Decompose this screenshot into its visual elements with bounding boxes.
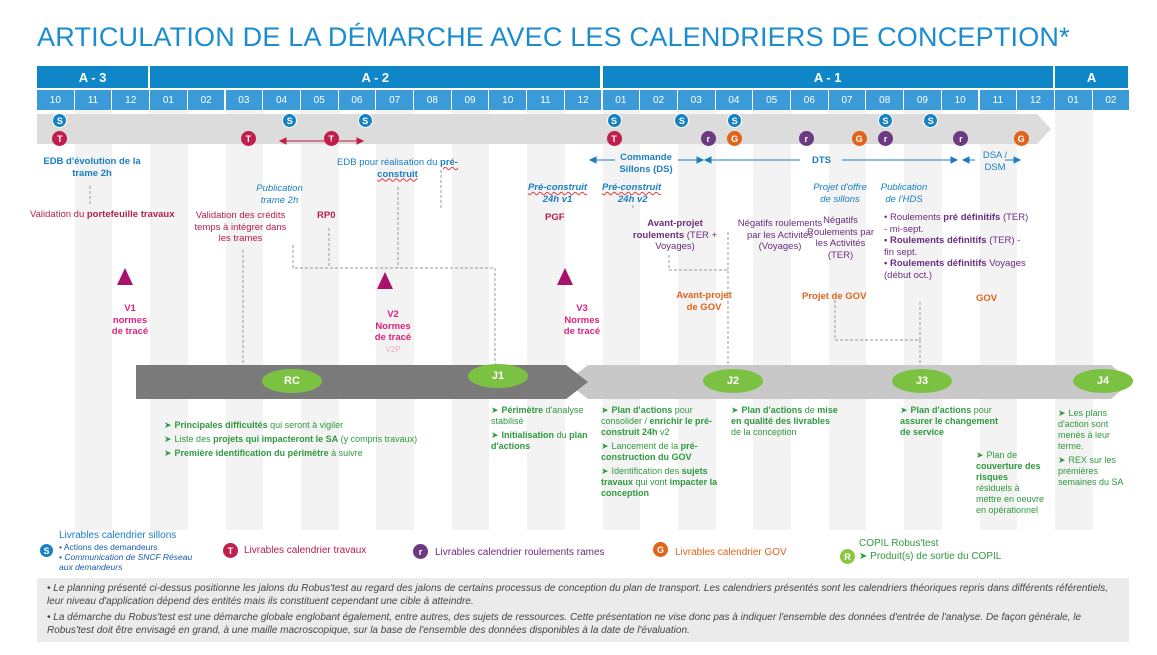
notes-box <box>37 578 1129 642</box>
badge-s-icon: S <box>358 113 373 128</box>
year-cell: A <box>1055 66 1130 88</box>
badge-r-icon: r <box>953 131 968 146</box>
month-cell: 06 <box>339 90 377 110</box>
month-cell: 11 <box>527 90 565 110</box>
badge-t-icon: T <box>52 131 67 146</box>
note-2: • La démarche du Robus'test est une démarche globale englobant également, entre autres, des sujets de ressources. Cette présentation ne vise donc pas à indiquer l'ensemble des données d'entrée de l'analyse. De façon générale, le Robus'test doit être envisagé en grand, à une maille macroscopique, sur la base de l'ensemble des données disponibles à la date de l'évaluation. <box>47 612 1082 636</box>
livrables-rc <box>164 420 444 462</box>
avant-proj-b: (TER + Voyages) <box>655 229 718 252</box>
badge-t-icon: T <box>241 131 256 146</box>
month-cell: 10 <box>942 90 980 110</box>
dts-label: DTS <box>812 155 831 166</box>
badge-s-icon: S <box>727 113 742 128</box>
legend-s-icon: S <box>39 543 54 558</box>
month-cell: 12 <box>565 90 603 110</box>
jalon-rc: RC <box>262 369 322 393</box>
deliverable-item: ➤ Liste des projets qui impacteront le SA (y compris travaux) <box>164 434 418 444</box>
pgf-label: PGF <box>545 212 565 223</box>
month-cell: 02 <box>640 90 678 110</box>
legend-roulements: Livrables calendrier roulements rames <box>435 547 605 558</box>
legend-g-icon: G <box>653 542 668 557</box>
month-cell: 09 <box>904 90 942 110</box>
month-cell: 04 <box>263 90 301 110</box>
month-cell: 10 <box>37 90 75 110</box>
livrables-j2 <box>731 405 841 441</box>
roul-1c: (TER) - mi-sept. <box>884 212 1029 235</box>
badge-s-icon: S <box>923 113 938 128</box>
month-cell: 11 <box>75 90 113 110</box>
edb-realisation <box>330 157 465 180</box>
month-cell: 12 <box>1017 90 1055 110</box>
livrables-j3a <box>900 405 1000 441</box>
month-cell: 05 <box>753 90 791 110</box>
v3a: V3 <box>576 303 588 314</box>
legend-sillons: Livrables calendrier sillons <box>59 530 177 541</box>
badge-s-icon: S <box>282 113 297 128</box>
legend <box>37 530 1127 576</box>
valid-port-b: portefeuille travaux <box>86 209 175 220</box>
livrables-j3b <box>976 450 1046 519</box>
valid-port-a: Validation du <box>30 209 87 220</box>
month-cell: 01 <box>150 90 188 110</box>
v2b: Normes de tracé <box>374 320 412 343</box>
month-cell: 05 <box>301 90 339 110</box>
deliverable-item: ➤ Principales difficultés qui seront à vigiler <box>164 420 344 430</box>
month-cell: 07 <box>829 90 867 110</box>
v3b: Normes de tracé <box>563 314 601 337</box>
roul-2b: (TER) - fin sept. <box>884 235 1021 258</box>
deliverable-item: ➤ Plan d'actions de mise en qualité des livrables de la conception <box>731 405 838 437</box>
deliverable-item: ➤ Initialisation du plan d'actions <box>491 430 588 451</box>
preconst-v2a: Pré-construit <box>602 182 662 193</box>
month-cell: 03 <box>678 90 716 110</box>
month-cell: 08 <box>866 90 904 110</box>
year-cell: A - 2 <box>150 66 602 88</box>
pub-trame-text: Publication trame 2h <box>256 183 303 206</box>
preconstruit-v2 <box>602 182 672 205</box>
roul-3a: • Roulements définitifs <box>884 258 987 269</box>
roul-1a: • Roulements <box>884 212 944 223</box>
dsa-dsm: DSA / DSM <box>982 150 1008 173</box>
preconst-v2b: 24h v2 <box>618 193 648 205</box>
badge-g-icon: G <box>1014 131 1029 146</box>
badge-r-icon: r <box>878 131 893 146</box>
avant-projet-gov: Avant-projet de GOV <box>676 290 732 313</box>
page-title: ARTICULATION DE LA DÉMARCHE AVEC LES CALENDRIERS DE CONCEPTION* <box>37 22 1070 52</box>
v1b: normes de tracé <box>111 314 149 337</box>
month-cell: 06 <box>791 90 829 110</box>
edb-real-b: pré-construit <box>377 157 458 180</box>
commande-ds: Commande Sillons (DS) <box>619 152 673 175</box>
legend-t-icon: T <box>223 543 238 558</box>
month-cell: 01 <box>1055 90 1093 110</box>
gov-label: GOV <box>976 293 998 304</box>
deliverable-item: ➤ Première identification du périmètre à suivre <box>164 448 363 458</box>
roulements-item-2 <box>884 235 1032 258</box>
month-cell: 09 <box>452 90 490 110</box>
month-cell: 08 <box>414 90 452 110</box>
legend-sillons-sub: • Actions des demandeurs • Communication de SNCF Réseau aux demandeurs <box>59 542 193 572</box>
deliverable-item: ➤ Lancement de la pré-construction du GOV <box>601 441 698 462</box>
month-cell: 10 <box>489 90 527 110</box>
note-2-text: La démarche du Robus'test est une démarche globale englobant également, entre autres, des sujets de ressources. Cette présentation ne vise donc pas à indiquer l'ensemble des données d'entrée de l'analyse. De façon générale, le Robus'test doit être envisagé en grand, à une maille macroscopique, sur la base de l'ensemble des données disponibles à la date de l'évaluation. <box>47 612 1082 636</box>
badge-r-icon: r <box>701 131 716 146</box>
badge-s-icon: S <box>607 113 622 128</box>
badge-g-icon: G <box>852 131 867 146</box>
legend-copil: COPIL Robus'test <box>859 538 939 549</box>
month-cell: 03 <box>226 90 264 110</box>
month-cell: 01 <box>603 90 641 110</box>
year-cell: A - 3 <box>37 66 150 88</box>
jalon-j2: J2 <box>703 369 763 393</box>
pub-hds-a: Publication <box>880 182 928 193</box>
deliverable-item: ➤ Plan d'actions pour assurer le changement de service <box>900 405 999 437</box>
legend-sillons-1: Actions des demandeurs <box>63 542 158 552</box>
v1-normes <box>108 303 152 338</box>
legend-sillons-2: Communication de SNCF Réseau aux demandeurs <box>59 552 193 572</box>
v3-normes <box>560 303 604 338</box>
livrables-j1b <box>601 405 729 502</box>
month-cell: 11 <box>980 90 1018 110</box>
deliverable-item: ➤ REX sur les premières semaines du SA <box>1058 455 1124 487</box>
negatifs-activites: Négatifs roulements par les Activités (Voyages) <box>737 218 823 252</box>
deliverable-item: ➤ Périmètre d'analyse stabilisé <box>491 405 584 426</box>
projet-gov: Projet de GOV <box>802 291 867 302</box>
note-1: • Le planning présenté ci-dessus positionne les jalons du Robus'test au regard des jalons de certains processus de conception du plan de transport. Les calendriers présentés sont les calendriers théoriques repris dans différents référentiels, leur niveau d'application dépend des entités mais ils constituent cependant une cible à atteindre. <box>47 583 1109 607</box>
livrables-j4 <box>1058 408 1130 491</box>
avant-projet-roulements <box>630 218 720 253</box>
badge-t-icon: T <box>324 131 339 146</box>
deliverable-item: ➤ Plan de couverture des risques résiduels à mettre en oeuvre en opérationnel <box>976 450 1045 515</box>
roul-3b: Voyages (début oct.) <box>884 258 1026 281</box>
legend-r-icon: r <box>413 544 428 559</box>
legend-travaux: Livrables calendrier travaux <box>244 545 367 556</box>
negatifs-ter: Négatifs Roulements par les Activités (TER) <box>806 215 875 261</box>
badge-t-icon: T <box>607 131 622 146</box>
rp0-label: RP0 <box>317 210 336 221</box>
pub-hds-b: de l'HDS <box>885 193 923 205</box>
month-cell: 12 <box>112 90 150 110</box>
month-cell: 07 <box>376 90 414 110</box>
badge-s-icon: S <box>674 113 689 128</box>
badge-s-icon: S <box>878 113 893 128</box>
publication-trame <box>247 183 312 206</box>
roul-1b: pré définitifs <box>943 212 1001 223</box>
roulements-list <box>884 212 1032 281</box>
jalon-j4: J4 <box>1073 369 1133 393</box>
badge-s-icon: S <box>52 113 67 128</box>
deliverable-item: ➤ Identification des sujets travaux qui vont impacter la conception <box>601 466 718 498</box>
edb-real-a: EDB pour réalisation du <box>337 157 441 168</box>
month-cell: 02 <box>188 90 226 110</box>
legend-copil-sub: ➤ Produit(s) de sortie du COPIL <box>859 551 1002 562</box>
deliverable-item: ➤ Plan d'actions pour consolider / enrichir le pré-construit 24h v2 <box>601 405 713 437</box>
v1a: V1 <box>124 303 136 314</box>
note-1-text: Le planning présenté ci-dessus positionne les jalons du Robus'test au regard des jalons de certains processus de conception du plan de transport. Les calendriers présentés sont les calendriers théoriques repris dans différents référentiels, leur niveau d'application dépend des entités mais ils constituent cependant une cible à atteindre. <box>47 583 1109 607</box>
legend-copil-sub-text: Produit(s) de sortie du COPIL <box>870 551 1002 562</box>
month-cell: 02 <box>1093 90 1131 110</box>
avant-proj-a: Avant-projet roulements <box>632 218 703 241</box>
preconst-v1a: Pré-construit <box>527 182 588 193</box>
preconstruit-v1 <box>520 182 595 205</box>
jalon-j3: J3 <box>892 369 952 393</box>
roulements-item-1 <box>884 212 1032 235</box>
validation-credits: Validation des crédits temps à intégrer dans les trames <box>194 210 287 244</box>
legend-r-green-icon: R <box>840 549 855 564</box>
year-cell: A - 1 <box>603 66 1055 88</box>
v2a: V2 <box>387 309 399 320</box>
preconst-v1b: 24h v1 <box>542 193 573 205</box>
v2c: V2P <box>385 344 401 354</box>
edb-evolution: EDB d'évolution de la trame 2h <box>43 156 141 179</box>
badge-g-icon: G <box>727 131 742 146</box>
deliverable-item: ➤ Les plans d'action sont menés à leur terme. <box>1058 408 1111 451</box>
livrables-j1 <box>491 405 603 455</box>
month-cell: 04 <box>716 90 754 110</box>
legend-gov: Livrables calendrier GOV <box>675 547 787 558</box>
validation-portefeuille <box>30 209 190 221</box>
projet-offre-sillons: Projet d'offre de sillons <box>813 182 867 205</box>
roulements-item-3 <box>884 258 1032 281</box>
publication-hds <box>876 182 932 205</box>
roul-2a: • Roulements définitifs <box>884 235 987 246</box>
v2-normes <box>371 309 415 355</box>
badge-r-icon: r <box>799 131 814 146</box>
jalon-j1: J1 <box>468 364 528 388</box>
